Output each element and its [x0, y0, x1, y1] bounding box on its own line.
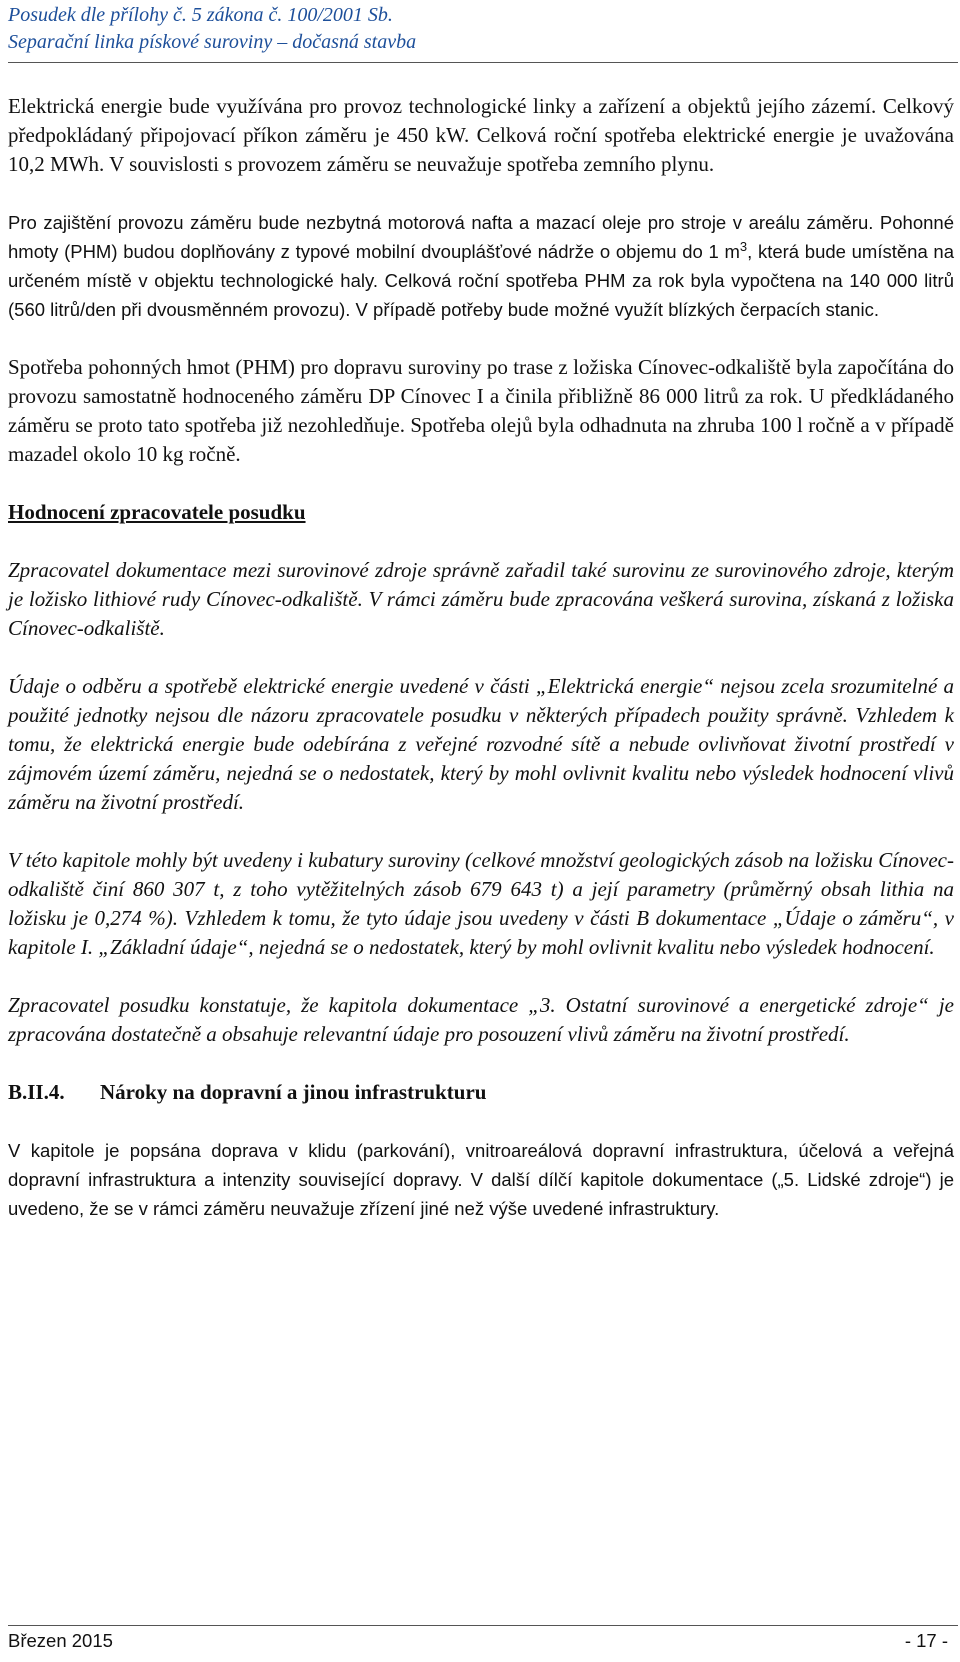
footer-divider: [8, 1625, 958, 1626]
paragraph-reserves: V této kapitole mohly být uvedeny i kubatury suroviny (celkové množství geologických zásob na ložisku Cínovec-odkaliště činí 860 307 t, z toho vytěžitelných zásob 679 643 t) a její parametry (průměrný obsah lithia na ložisku je 0,274 %). Vzhledem k tomu, že tyto údaje jsou uvedeny v části B dokumentace „Údaje o záměru“, v kapitole I. „Základní údaje“, nejedná se o nedostatek, který by mohl ovlivnit kvalitu nebo výsledek hodnocení.: [8, 848, 954, 959]
superscript-cubic: 3: [739, 238, 748, 254]
paragraph-phm-transport: Spotřeba pohonných hmot (PHM) pro dopravu suroviny po trase z ložiska Cínovec-odkaliště byla započítána do provozu samostatně hodnoceného záměru DP Cínovec I a činila přibližně 86 000 litrů za rok. U předkládaného záměru se proto tato spotřeba již nezohledňuje. Spotřeba olejů byla odhadnuta na zhruba 100 l ročně a v případě mazadel okolo 10 kg ročně.: [8, 355, 954, 466]
paragraph-infrastructure: V kapitole je popsána doprava v klidu (parkování), vnitroareálová dopravní infrastruktura, účelová a veřejná dopravní infrastruktura a intenzity související dopravy. V další dílčí kapitole dokumentace („5. Lidské zdroje“) je uvedeno, že se v rámci záměru neuvažuje zřízení jiné než výše uvedené infrastruktury.: [8, 1140, 954, 1219]
assessor-evaluation-heading: Hodnocení zpracovatele posudku: [8, 500, 306, 524]
paragraph-fuel-part-1: Pro zajištění provozu záměru bude nezbytná motorová nafta a mazací oleje pro stroje v areálu záměru. Pohonné hmoty (PHM) budou doplňovány z typové mobilní dvouplášťové nádrže o objemu do 1 m: [8, 212, 954, 262]
page-number: - 17 -: [904, 1630, 948, 1651]
header-line-1: Posudek dle přílohy č. 5 zákona č. 100/2001 Sb.: [8, 4, 393, 26]
section-number: B.II.4.: [8, 1080, 65, 1104]
paragraph-electricity-evaluation: Údaje o odběru a spotřebě elektrické energie uvedené v části „Elektrická energie“ nejsou zcela srozumitelné a použité jednotky nejsou dle názoru zpracovatele posudku v některých případech použity správně. Vzhledem k tomu, že elektrická energie bude odebírána z veřejné rozvodné sítě a nebude ovlivňovat životní prostředí v zájmovém území záměru, nejedná se o nedostatek, který by mohl ovlivnit kvalitu nebo výsledek hodnocení vlivů záměru na životní prostředí.: [8, 674, 954, 814]
paragraph-raw-material-sources: Zpracovatel dokumentace mezi surovinové zdroje správně zařadil také surovinu ze surovinového zdroje, kterým je ložisko lithiové rudy Cínovec-odkaliště. V rámci záměru bude zpracována veškerá surovina, získaná z ložiska Cínovec-odkaliště.: [8, 558, 954, 640]
paragraph-electricity: Elektrická energie bude využívána pro provoz technologické linky a zařízení a objektů jejího zázemí. Celkový předpokládaný připojovací příkon záměru je 450 kW. Celková roční spotřeba elektrické energie je uvažována 10,2 MWh. V souvislosti s provozem záměru se neuvažuje spotřeba zemního plynu.: [8, 94, 954, 176]
section-title: Nároky na dopravní a jinou infrastrukturu: [100, 1080, 487, 1104]
paragraph-conclusion: Zpracovatel posudku konstatuje, že kapitola dokumentace „3. Ostatní surovinové a energetické zdroje“ je zpracována dostatečně a obsahuje relevantní údaje pro posouzení vlivů záměru na životní prostředí.: [8, 993, 954, 1046]
footer-date: Březen 2015: [8, 1630, 113, 1651]
section-heading: [8, 1078, 954, 1107]
document-body: [8, 92, 954, 1223]
paragraph-fuel: [8, 208, 954, 324]
header-line-2: Separační linka pískové suroviny – dočasná stavba: [8, 31, 417, 53]
paragraph-fuel-part-2: , která bude umístěna na určeném místě v objektu technologické haly. Celková roční spotřeba PHM za rok byla vypočtena na 140 000 litrů (560 litrů/den při dvousměnném provozu). V případě potřeby bude možné využít blízkých čerpacích stanic.: [8, 241, 955, 320]
page-header: [8, 2, 416, 56]
header-divider: [8, 62, 958, 63]
